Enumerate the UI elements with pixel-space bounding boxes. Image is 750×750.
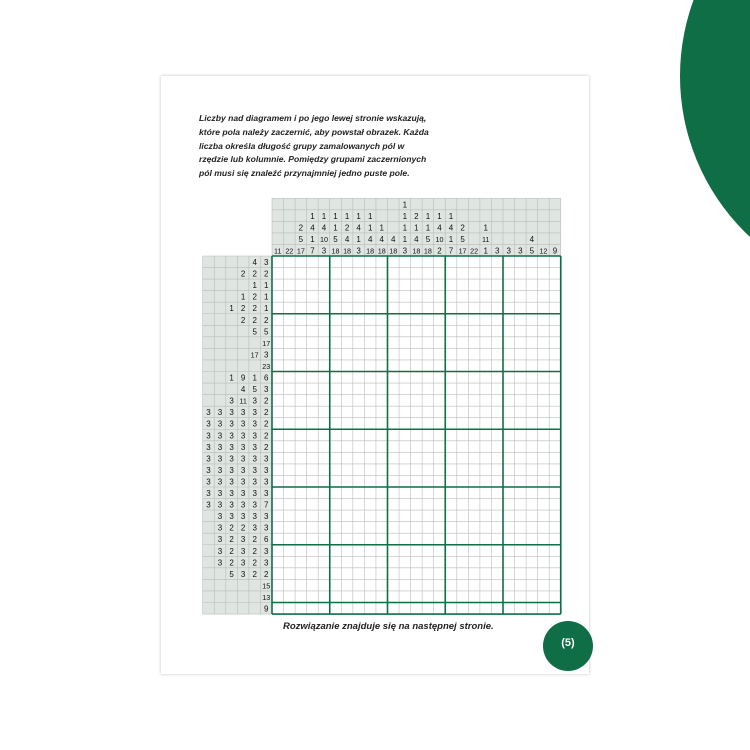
column-clue-number: 1 bbox=[425, 211, 431, 221]
row-clue-number: 3 bbox=[206, 465, 211, 475]
column-clue-number: 18 bbox=[331, 246, 340, 256]
row-clue-number: 3 bbox=[229, 500, 234, 510]
row-clue-number: 3 bbox=[252, 431, 257, 441]
row-clue-number: 2 bbox=[263, 442, 269, 452]
column-clue-number: 4 bbox=[414, 234, 419, 244]
column-clue-number: 18 bbox=[412, 246, 421, 256]
column-clue-number: 1 bbox=[425, 223, 431, 233]
row-clue-number: 3 bbox=[263, 477, 269, 487]
column-clue-number: 1 bbox=[310, 234, 315, 244]
row-clue-number: 3 bbox=[252, 419, 257, 429]
row-clue-number: 13 bbox=[262, 592, 271, 602]
row-clue-number: 3 bbox=[229, 512, 234, 522]
row-clue-number: 2 bbox=[240, 523, 246, 533]
row-clue-number: 3 bbox=[206, 408, 211, 418]
row-clue-number: 3 bbox=[240, 512, 246, 522]
row-clue-number: 3 bbox=[217, 546, 223, 556]
row-clue-number: 2 bbox=[252, 569, 257, 579]
column-clue-number: 3 bbox=[402, 246, 408, 256]
column-clue-number: 1 bbox=[483, 246, 488, 256]
row-clue-number: 9 bbox=[263, 604, 269, 614]
column-clue-number: 2 bbox=[414, 211, 419, 221]
row-clue-number: 2 bbox=[263, 396, 269, 406]
column-clue-number: 1 bbox=[448, 211, 454, 221]
column-clue-number: 5 bbox=[529, 246, 535, 256]
row-clue-number: 3 bbox=[229, 454, 234, 464]
column-clue-number: 1 bbox=[367, 223, 373, 233]
column-clue-number: 9 bbox=[552, 246, 558, 256]
row-clue-number: 3 bbox=[252, 477, 257, 487]
column-clue-number: 3 bbox=[518, 246, 523, 256]
column-clue-number: 18 bbox=[377, 246, 386, 256]
row-clue-number: 3 bbox=[263, 558, 269, 568]
column-clue-number: 1 bbox=[379, 223, 384, 233]
row-clue-number: 9 bbox=[240, 373, 246, 383]
row-clue-number: 2 bbox=[229, 558, 234, 568]
row-clue-number: 3 bbox=[206, 489, 211, 499]
row-clue-number: 3 bbox=[263, 512, 269, 522]
row-clue-number: 3 bbox=[263, 385, 269, 395]
row-clue-number: 11 bbox=[239, 396, 247, 406]
column-clue-number: 4 bbox=[448, 223, 454, 233]
row-clue-number: 2 bbox=[252, 535, 257, 545]
row-clue-number: 2 bbox=[252, 546, 257, 556]
row-clue-number: 3 bbox=[217, 431, 223, 441]
row-clue-number: 3 bbox=[240, 419, 246, 429]
row-clue-number: 2 bbox=[252, 315, 257, 325]
column-clue-number: 10 bbox=[319, 234, 328, 244]
row-clue-number: 3 bbox=[240, 489, 246, 499]
row-clue-number: 5 bbox=[252, 327, 257, 337]
column-clue-number: 1 bbox=[344, 211, 350, 221]
row-clue-number: 3 bbox=[217, 512, 223, 522]
row-clue-number: 15 bbox=[262, 581, 271, 591]
row-clue-number: 1 bbox=[263, 304, 269, 314]
instructions-text: Liczby nad diagramem i po jego lewej stronie wskazują, które pola należy zaczernić, aby powstał obrazek. Każda liczba określa długość grupy zamalowanych pól w rzędzie lub kolumnie. Pomiędzy grupami zaczernionych pól musi się znaleźć przynajmniej jedno puste pole. bbox=[199, 113, 429, 179]
row-clue-number: 2 bbox=[263, 569, 269, 579]
row-clue-number: 3 bbox=[217, 408, 223, 418]
row-clue-number: 3 bbox=[217, 558, 223, 568]
row-clue-number: 3 bbox=[263, 454, 269, 464]
row-clue-number: 2 bbox=[240, 315, 246, 325]
row-clue-number: 3 bbox=[263, 523, 269, 533]
column-clue-number: 1 bbox=[310, 211, 315, 221]
row-clue-number: 5 bbox=[252, 385, 257, 395]
row-clue-number: 3 bbox=[229, 442, 234, 452]
row-clue-number: 3 bbox=[240, 431, 246, 441]
column-clue-number: 11 bbox=[274, 246, 282, 256]
row-clue-number: 3 bbox=[206, 500, 211, 510]
column-clue-number: 5 bbox=[333, 234, 338, 244]
row-clue-number: 1 bbox=[240, 292, 246, 302]
column-clue-number: 1 bbox=[356, 211, 361, 221]
column-clue-number: 3 bbox=[494, 246, 500, 256]
column-clue-number: 1 bbox=[367, 211, 373, 221]
row-clue-number: 1 bbox=[263, 281, 269, 291]
column-clue-number: 11 bbox=[481, 234, 490, 244]
column-clue-number: 4 bbox=[356, 223, 361, 233]
row-clue-number: 3 bbox=[206, 454, 211, 464]
row-clue-number: 3 bbox=[263, 546, 269, 556]
row-clue-number: 3 bbox=[217, 489, 223, 499]
column-clue-number: 7 bbox=[448, 246, 454, 256]
column-clue-number: 10 bbox=[435, 234, 444, 244]
column-clue-number: 18 bbox=[389, 246, 398, 256]
row-clue-number: 3 bbox=[229, 465, 234, 475]
row-clue-number: 1 bbox=[252, 373, 257, 383]
column-clue-number: 7 bbox=[310, 246, 315, 256]
row-clue-number: 3 bbox=[229, 489, 234, 499]
row-clue-number: 2 bbox=[229, 523, 234, 533]
row-clue-number: 4 bbox=[240, 385, 246, 395]
row-clue-number: 3 bbox=[217, 465, 223, 475]
row-clue-number: 3 bbox=[252, 489, 257, 499]
solution-note: Rozwiązanie znajduje się na następnej stronie. bbox=[283, 621, 494, 632]
row-clue-number: 3 bbox=[217, 535, 223, 545]
column-clue-number: 12 bbox=[539, 246, 548, 256]
row-clue-number: 2 bbox=[240, 304, 246, 314]
column-clue-number: 17 bbox=[458, 246, 467, 256]
row-clue-number: 5 bbox=[229, 569, 234, 579]
column-clue-number: 1 bbox=[333, 211, 338, 221]
row-clue-number: 3 bbox=[240, 408, 246, 418]
row-clue-number: 3 bbox=[240, 569, 246, 579]
row-clue-number: 3 bbox=[240, 477, 246, 487]
column-clue-number: 22 bbox=[470, 246, 479, 256]
row-clue-number: 6 bbox=[263, 373, 269, 383]
row-clue-number: 3 bbox=[252, 523, 257, 533]
column-clue-number: 4 bbox=[391, 234, 396, 244]
row-clue-number: 23 bbox=[262, 361, 271, 371]
row-clue-number: 5 bbox=[263, 327, 269, 337]
column-clue-number: 4 bbox=[529, 234, 535, 244]
row-clue-number: 3 bbox=[229, 419, 234, 429]
row-clue-number: 3 bbox=[240, 454, 246, 464]
row-clue-number: 6 bbox=[263, 535, 269, 545]
row-clue-number: 2 bbox=[252, 304, 257, 314]
column-clue-number: 1 bbox=[437, 211, 442, 221]
row-clue-number: 3 bbox=[217, 454, 223, 464]
row-clue-number: 3 bbox=[240, 535, 246, 545]
column-clue-number: 17 bbox=[296, 246, 305, 256]
column-clue-number: 1 bbox=[356, 234, 361, 244]
column-clue-number: 1 bbox=[414, 223, 419, 233]
page-number: (5) bbox=[561, 637, 575, 649]
row-clue-number: 7 bbox=[263, 500, 269, 510]
row-clue-number: 3 bbox=[217, 442, 223, 452]
column-clue-number: 22 bbox=[285, 246, 294, 256]
row-clue-number: 2 bbox=[252, 558, 257, 568]
column-clue-number: 2 bbox=[298, 223, 304, 233]
column-clue-number: 18 bbox=[366, 246, 375, 256]
row-clue-number: 2 bbox=[263, 269, 269, 279]
row-clue-number: 2 bbox=[252, 269, 257, 279]
column-clue-number: 5 bbox=[425, 234, 431, 244]
row-clue-number: 3 bbox=[240, 465, 246, 475]
row-clue-number: 3 bbox=[206, 442, 211, 452]
column-clue-number: 3 bbox=[321, 246, 327, 256]
row-clue-number: 3 bbox=[206, 477, 211, 487]
column-clue-number: 1 bbox=[402, 211, 408, 221]
column-clue-number: 18 bbox=[423, 246, 432, 256]
row-clue-number: 3 bbox=[252, 442, 257, 452]
row-clue-number: 3 bbox=[240, 558, 246, 568]
column-clue-number: 1 bbox=[448, 234, 454, 244]
column-clue-number: 2 bbox=[344, 223, 350, 233]
column-clue-number: 1 bbox=[402, 200, 408, 210]
row-clue-number: 3 bbox=[217, 523, 223, 533]
column-clue-number: 4 bbox=[344, 234, 350, 244]
page-title: Nonogram (obrazek logiczny) bbox=[468, 84, 546, 137]
row-clue-number: 1 bbox=[229, 304, 234, 314]
row-clue-number: 3 bbox=[263, 258, 269, 268]
row-clue-number: 3 bbox=[240, 442, 246, 452]
column-clue-number: 1 bbox=[402, 223, 408, 233]
row-clue-number: 3 bbox=[206, 431, 211, 441]
row-clue-number: 2 bbox=[263, 431, 269, 441]
row-clue-number: 1 bbox=[229, 373, 234, 383]
row-clue-number: 2 bbox=[263, 408, 269, 418]
row-clue-number: 3 bbox=[252, 465, 257, 475]
row-clue-number: 3 bbox=[263, 465, 269, 475]
row-clue-number: 3 bbox=[206, 419, 211, 429]
column-clue-number: 4 bbox=[379, 234, 384, 244]
row-clue-number: 2 bbox=[252, 292, 257, 302]
row-clue-number: 3 bbox=[263, 489, 269, 499]
row-clue-number: 1 bbox=[263, 292, 269, 302]
row-clue-number: 2 bbox=[240, 269, 246, 279]
row-clue-number: 3 bbox=[217, 500, 223, 510]
column-clue-number: 4 bbox=[437, 223, 442, 233]
row-clue-number: 3 bbox=[217, 419, 223, 429]
column-clue-number: 3 bbox=[506, 246, 512, 256]
row-clue-number: 2 bbox=[263, 315, 269, 325]
row-clue-number: 3 bbox=[240, 500, 246, 510]
row-clue-number: 3 bbox=[252, 396, 257, 406]
column-clue-number: 1 bbox=[321, 211, 327, 221]
row-clue-number: 2 bbox=[229, 535, 234, 545]
column-clue-number: 2 bbox=[437, 246, 442, 256]
row-clue-number: 3 bbox=[252, 408, 257, 418]
column-clue-number: 3 bbox=[356, 246, 361, 256]
row-clue-number: 3 bbox=[252, 500, 257, 510]
column-clue-number: 1 bbox=[402, 234, 408, 244]
column-clue-number: 2 bbox=[460, 223, 465, 233]
row-clue-number: 3 bbox=[252, 454, 257, 464]
row-clue-number: 3 bbox=[229, 396, 234, 406]
row-clue-number: 3 bbox=[263, 350, 269, 360]
row-clue-number: 3 bbox=[229, 408, 234, 418]
row-clue-number: 3 bbox=[229, 431, 234, 441]
column-clue-number: 1 bbox=[333, 223, 338, 233]
column-clue-number: 5 bbox=[298, 234, 304, 244]
row-clue-number: 3 bbox=[252, 512, 257, 522]
column-clue-number: 5 bbox=[460, 234, 465, 244]
column-clue-number: 4 bbox=[321, 223, 327, 233]
column-clue-number: 4 bbox=[367, 234, 373, 244]
row-clue-number: 17 bbox=[262, 338, 271, 348]
column-clue-number: 1 bbox=[483, 223, 488, 233]
row-clue-number: 3 bbox=[240, 546, 246, 556]
row-clue-number: 1 bbox=[252, 281, 257, 291]
row-clue-number: 4 bbox=[252, 258, 257, 268]
row-clue-number: 2 bbox=[263, 419, 269, 429]
row-clue-number: 3 bbox=[217, 477, 223, 487]
row-clue-number: 3 bbox=[229, 477, 234, 487]
row-clue-number: 17 bbox=[250, 350, 259, 360]
column-clue-number: 4 bbox=[310, 223, 315, 233]
column-clue-number: 18 bbox=[343, 246, 352, 256]
row-clue-number: 2 bbox=[229, 546, 234, 556]
